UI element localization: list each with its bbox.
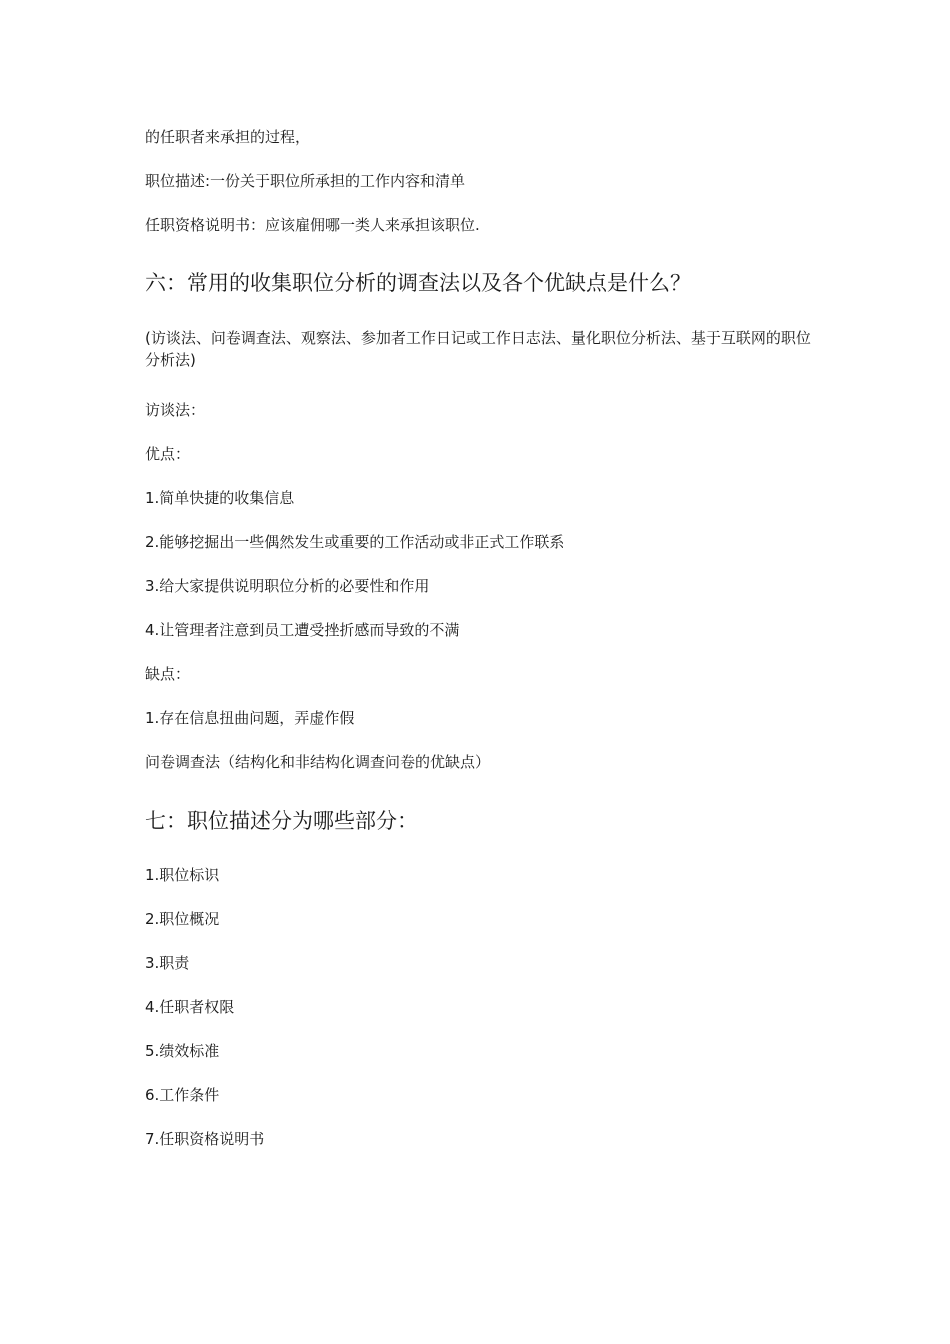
list-item-advantage-2: 2.能够挖掘出一些偶然发生或重要的工作活动或非正式工作联系	[145, 533, 565, 551]
list-item-part-1: 1.职位标识	[145, 866, 220, 884]
list-item-part-4: 4.任职者权限	[145, 998, 235, 1016]
paragraph-interview-method: 访谈法：	[145, 401, 206, 419]
paragraph-job-description: 职位描述:一份关于职位所承担的工作内容和清单	[145, 172, 466, 190]
list-item-advantage-4: 4.让管理者注意到员工遭受挫折感而导致的不满	[145, 621, 460, 639]
paragraph-advantages-label: 优点：	[145, 445, 191, 463]
heading-six: 六：常用的收集职位分析的调查法以及各个优缺点是什么？	[145, 271, 691, 295]
list-item-part-3: 3.职责	[145, 954, 190, 972]
list-item-part-7: 7.任职资格说明书	[145, 1130, 265, 1148]
paragraph-qualification-spec: 任职资格说明书：应该雇佣哪一类人来承担该职位.	[145, 216, 480, 234]
heading-seven: 七：职位描述分为哪些部分：	[145, 809, 418, 833]
paragraph-questionnaire-method: 问卷调查法（结构化和非结构化调查问卷的优缺点）	[145, 753, 491, 771]
list-item-part-2: 2.职位概况	[145, 910, 220, 928]
list-item-part-5: 5.绩效标准	[145, 1042, 220, 1060]
paragraph-disadvantages-label: 缺点：	[145, 665, 191, 683]
list-item-advantage-3: 3.给大家提供说明职位分析的必要性和作用	[145, 577, 430, 595]
paragraph-process: 的任职者来承担的过程，	[145, 128, 311, 146]
list-item-part-6: 6.工作条件	[145, 1086, 220, 1104]
paragraph-methods-list: (访谈法、问卷调查法、观察法、参加者工作日记或工作日志法、量化职位分析法、基于互联网的职位分析法)	[145, 329, 811, 369]
list-item-disadvantage-1: 1.存在信息扭曲问题，弄虚作假	[145, 709, 355, 727]
list-item-advantage-1: 1.简单快捷的收集信息	[145, 489, 295, 507]
